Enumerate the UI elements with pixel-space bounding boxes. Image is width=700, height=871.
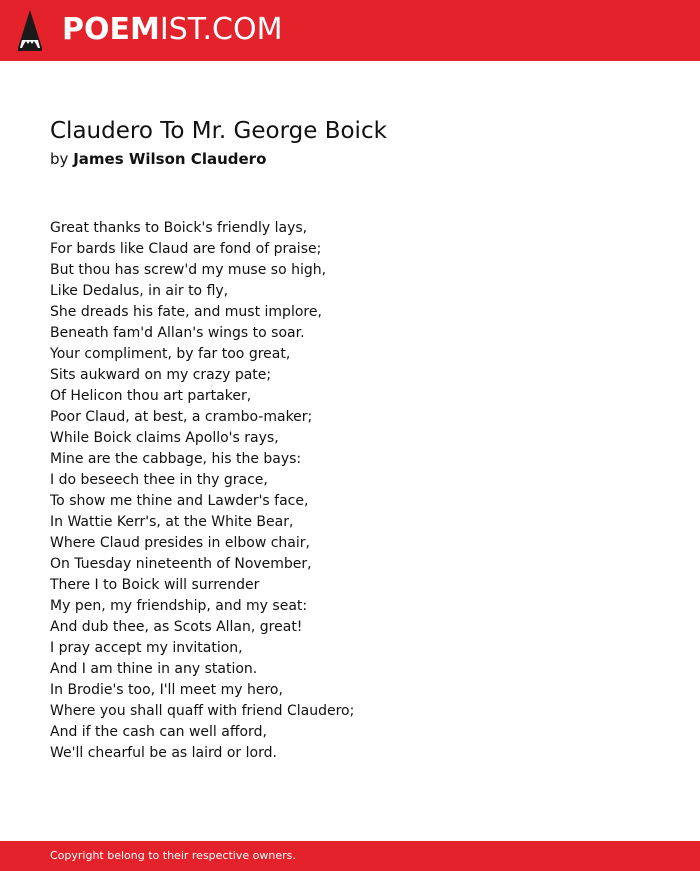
logo-text-bold: POEM xyxy=(62,12,160,47)
poem-line: Sits aukward on my crazy pate; xyxy=(50,367,272,383)
poem-byline xyxy=(50,149,266,169)
poem-line: To show me thine and Lawder's face, xyxy=(50,493,309,509)
site-header xyxy=(0,0,700,61)
poem-line: In Wattie Kerr's, at the White Bear, xyxy=(50,514,294,530)
poem-line: For bards like Claud are fond of praise; xyxy=(50,241,322,257)
poem-line: Where Claud presides in elbow chair, xyxy=(50,535,310,551)
poem-line: While Boick claims Apollo's rays, xyxy=(50,430,279,446)
poem-line: On Tuesday nineteenth of November, xyxy=(50,556,312,572)
poem-line: I do beseech thee in thy grace, xyxy=(50,472,268,488)
poem-line: Like Dedalus, in air to fly, xyxy=(50,283,229,299)
poem-author: James Wilson Claudero xyxy=(73,150,267,168)
poem-line: My pen, my friendship, and my seat: xyxy=(50,598,308,614)
site-logo[interactable] xyxy=(62,12,282,48)
byline-prefix: by xyxy=(50,150,69,168)
copyright-notice: Copyright belong to their respective owners. xyxy=(50,849,296,862)
poem-line: Of Helicon thou art partaker, xyxy=(50,388,252,404)
poem-line: Beneath fam'd Allan's wings to soar. xyxy=(50,325,305,341)
logo-text-light: IST.COM xyxy=(159,12,283,47)
poem-line: Mine are the cabbage, his the bays: xyxy=(50,451,302,467)
poem-line: There I to Boick will surrender xyxy=(50,577,260,593)
poem-line: And I am thine in any station. xyxy=(50,661,258,677)
poem-line: Where you shall quaff with friend Claudero; xyxy=(50,703,355,719)
poem-line: In Brodie's too, I'll meet my hero, xyxy=(50,682,283,698)
poem-line: Your compliment, by far too great, xyxy=(50,346,291,362)
poem-line: I pray accept my invitation, xyxy=(50,640,243,656)
pencil-icon[interactable] xyxy=(18,10,42,51)
poem-line: Poor Claud, at best, a crambo-maker; xyxy=(50,409,313,425)
poem-line: We'll chearful be as laird or lord. xyxy=(50,745,277,761)
site-footer xyxy=(0,841,700,871)
poem-line: And dub thee, as Scots Allan, great! xyxy=(50,619,303,635)
poem-line: And if the cash can well afford, xyxy=(50,724,267,740)
poem-title: Claudero To Mr. George Boick xyxy=(50,118,387,144)
poem-body xyxy=(50,218,354,764)
poem-line: Great thanks to Boick's friendly lays, xyxy=(50,220,308,236)
poem-line: She dreads his fate, and must implore, xyxy=(50,304,322,320)
poem-line: But thou has screw'd my muse so high, xyxy=(50,262,327,278)
